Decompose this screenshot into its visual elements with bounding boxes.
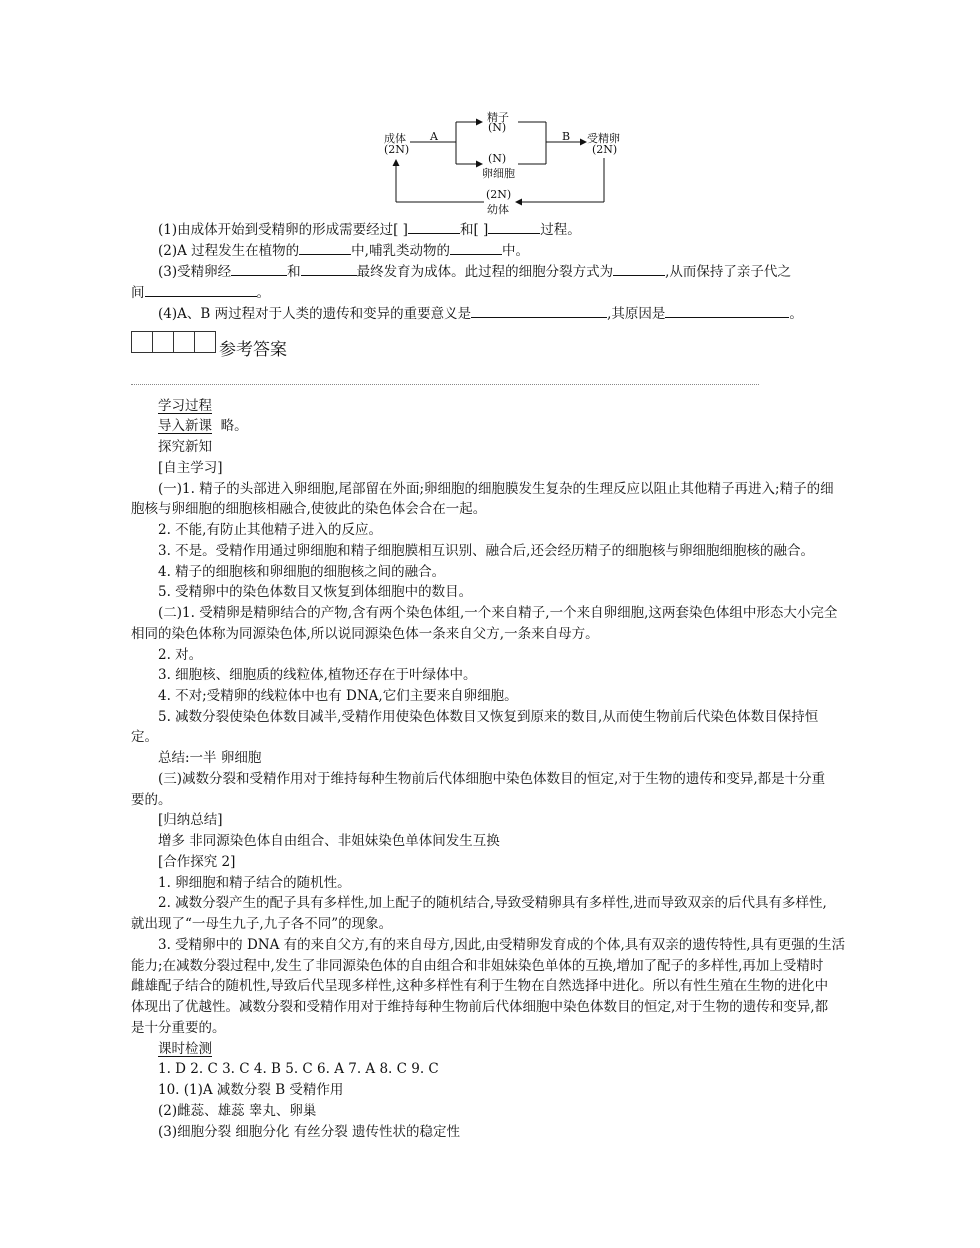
test-answers-3: (2)雌蕊、雄蕊 睾丸、卵巢 — [158, 1103, 317, 1119]
answer-p17b: 就出现了“一母生九子,九子各不同”的现象。 — [131, 916, 393, 932]
answer-p18b: 能力;在减数分裂过程中,发生了非同源染色体的自由组合和非姐妹染色单体的互换,增加了配子的多样性,再加上受精时 — [131, 958, 824, 974]
diagram-egg-ploidy: (N) — [488, 152, 507, 165]
heading-learning-process: 学习过程 — [158, 398, 212, 414]
diagram-egg: 卵细胞 — [482, 167, 515, 180]
answer-p17a: 2. 减数分裂产生的配子具有多样性,加上配子的随机结合,导致受精卵具有多样性,进而导致双亲的后代具有多样性, — [158, 895, 827, 911]
diagram-young: 幼体 — [487, 203, 509, 216]
diagram-label-a: A — [430, 130, 438, 143]
intro-line: 导入新课 略。 — [158, 418, 248, 434]
question-2: (2)A 过程发生在植物的 中,哺乳类动物的 中。 — [158, 240, 529, 261]
answer-p6b: 相同的染色体称为同源染色体,所以说同源染色体一条来自父方,一条来自母方。 — [131, 626, 599, 642]
answer-blank[interactable] — [408, 219, 460, 234]
answer-p6a: (二)1. 受精卵是精卵结合的产物,含有两个染色体组,一个来自精子,一个来自卵细胞,这两套染色体组中形态大小完全 — [158, 605, 838, 621]
test-answers-2: 10. (1)A 减数分裂 B 受精作用 — [158, 1082, 344, 1098]
diagram-sperm-ploidy: (N) — [488, 121, 507, 134]
answer-p7: 2. 对。 — [158, 647, 203, 663]
answer-p14: 增多 非同源染色体自由组合、非姐妹染色单体间发生互换 — [158, 833, 500, 849]
box — [173, 331, 195, 353]
answer-p18e: 是十分重要的。 — [131, 1020, 226, 1036]
answer-blank[interactable] — [301, 261, 357, 276]
answer-title: 参考答案 — [219, 340, 287, 360]
diagram-adult-ploidy: (2N) — [384, 143, 410, 156]
answer-blank[interactable] — [231, 261, 287, 276]
test-answers-4: (3)细胞分裂 细胞分化 有丝分裂 遗传性状的稳定性 — [158, 1124, 460, 1140]
self-study-line: [自主学习] — [158, 460, 223, 476]
answer-blank[interactable] — [145, 282, 257, 297]
question-3: (3)受精卵经 和 最终发育为成体。此过程的细胞分裂方式为 ,从而保持了亲子代之 — [158, 261, 791, 282]
question-4: (4)A、B 两过程对于人类的遗传和变异的重要意义是 ,其原因是 。 — [158, 303, 803, 324]
answer-p4: 4. 精子的细胞核和卵细胞的细胞核之间的融合。 — [158, 564, 446, 580]
answer-p5: 5. 受精卵中的染色体数目又恢复到体细胞中的数目。 — [158, 584, 473, 600]
answer-blank[interactable] — [613, 261, 665, 276]
cooperative-inquiry: [合作探究 2] — [158, 854, 236, 870]
question-1: (1)由成体开始到受精卵的形成需要经过[ ] 和[ ] 过程。 — [158, 219, 581, 240]
answer-p8: 3. 细胞核、细胞质的线粒体,植物还存在于叶绿体中。 — [158, 667, 477, 683]
answer-p18c: 雌雄配子结合的随机性,导致后代呈现多样性,这种多样性有利于生物在自然选择中进化。所以有性生殖在生物的进化中 — [131, 978, 829, 994]
induction-summary: [归纳总结] — [158, 812, 223, 828]
answer-blank[interactable] — [299, 240, 351, 255]
answer-p10b: 定。 — [131, 729, 158, 745]
answer-p2: 2. 不能,有防止其他精子进入的反应。 — [158, 522, 382, 538]
diagram-young-ploidy: (2N) — [486, 188, 512, 201]
diagram-adult: 成体 — [384, 132, 406, 145]
box — [194, 331, 216, 353]
answer-blank[interactable] — [488, 219, 540, 234]
answer-p12a: (三)减数分裂和受精作用对于维持每种生物前后代体细胞中染色体数目的恒定,对于生物的遗传和变异,都是十分重 — [158, 771, 826, 787]
answer-blank[interactable] — [471, 303, 607, 318]
box — [131, 331, 153, 353]
answer-p16: 1. 卵细胞和精子结合的随机性。 — [158, 875, 351, 891]
summary-line: 总结:一半 卵细胞 — [158, 750, 262, 766]
answer-p3: 3. 不是。受精作用通过卵细胞和精子细胞膜相互识别、融合后,还会经历精子的细胞核与卵细胞细胞核的融合。 — [158, 543, 814, 559]
diagram-label-b: B — [562, 130, 571, 143]
section-boxes — [131, 331, 215, 357]
answer-p9: 4. 不对;受精卵的线粒体中也有 DNA,它们主要来自卵细胞。 — [158, 688, 518, 704]
answer-blank[interactable] — [450, 240, 502, 255]
answer-p1a: (一)1. 精子的头部进入卵细胞,尾部留在外面;卵细胞的细胞膜发生复杂的生理反应以阻止其他精子再进入;精子的细 — [158, 481, 834, 497]
dotted-divider — [131, 384, 759, 385]
diagram-zygote: 受精卵 — [587, 132, 620, 145]
test-answers-1: 1. D 2. C 3. C 4. B 5. C 6. A 7. A 8. C 9. C — [158, 1061, 439, 1077]
question-3-cont: 间 。 — [131, 282, 270, 303]
diagram-sperm: 精子 — [487, 111, 509, 124]
answer-p1b: 胞核与卵细胞的细胞核相融合,使彼此的染色体会合在一起。 — [131, 501, 487, 517]
explore-line: 探究新知 — [158, 439, 212, 455]
diagram-zygote-ploidy: (2N) — [592, 143, 618, 156]
answer-p18a: 3. 受精卵中的 DNA 有的来自父方,有的来自母方,因此,由受精卵发育成的个体,具有双亲的遗传特性,具有更强的生活 — [158, 937, 846, 953]
heading-class-test: 课时检测 — [158, 1041, 212, 1057]
answer-blank[interactable] — [665, 303, 789, 318]
answer-p18d: 体现出了优越性。减数分裂和受精作用对于维持每种生物前后代体细胞中染色体数目的恒定,对于生物的遗传和变异,都 — [131, 999, 829, 1015]
box — [152, 331, 174, 353]
answer-p10a: 5. 减数分裂使染色体数目减半,受精作用使染色体数目又恢复到原来的数目,从而使生物前后代染色体数目保持恒 — [158, 709, 819, 725]
answer-p12b: 要的。 — [131, 792, 172, 808]
